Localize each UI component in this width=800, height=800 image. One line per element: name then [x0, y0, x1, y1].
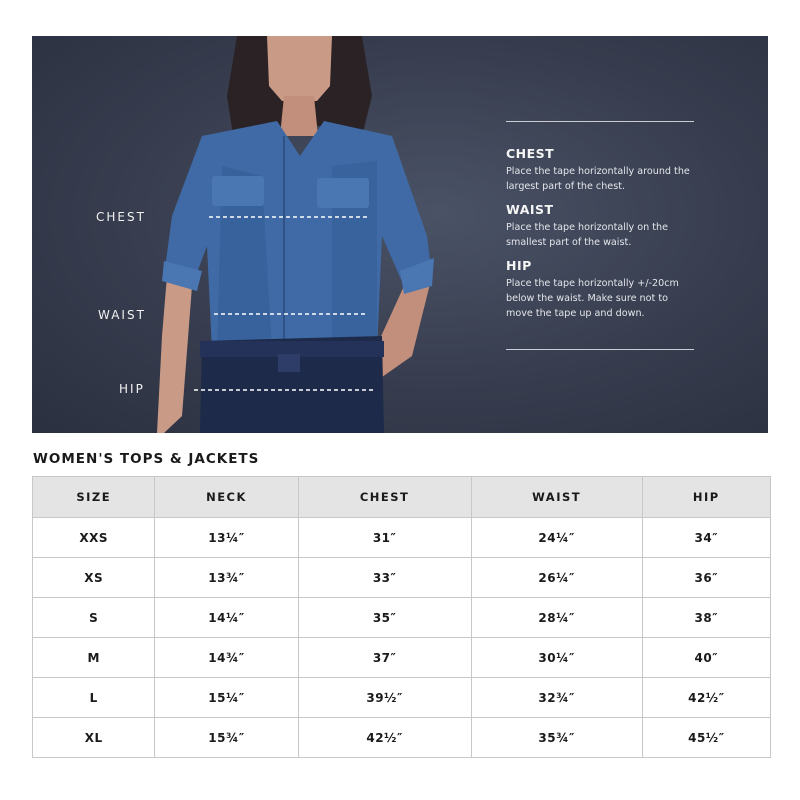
waist-instruction-text: Place the tape horizontally on the smallest part of the waist. [506, 222, 669, 248]
measurement-hero-image [32, 36, 768, 433]
table-row [33, 518, 771, 558]
cell-hip: 40″ [642, 638, 770, 678]
cell-size: XXS [33, 518, 155, 558]
chest-instruction-text: Place the tape horizontally around the largest part of the chest. [506, 166, 690, 192]
chest-instruction-heading: CHEST [506, 146, 555, 161]
table-row [33, 558, 771, 598]
hip-instruction [506, 258, 696, 321]
header-size: SIZE [33, 477, 155, 518]
info-bottom-divider [506, 349, 694, 350]
cell-hip: 42½″ [642, 678, 770, 718]
cell-waist: 32¾″ [471, 678, 642, 718]
cell-hip: 45½″ [642, 718, 770, 758]
header-chest: CHEST [298, 477, 471, 518]
cell-chest: 35″ [298, 598, 471, 638]
cell-hip: 38″ [642, 598, 770, 638]
cell-chest: 33″ [298, 558, 471, 598]
cell-chest: 37″ [298, 638, 471, 678]
table-header-row [33, 477, 771, 518]
cell-chest: 42½″ [298, 718, 471, 758]
table-row [33, 678, 771, 718]
cell-hip: 34″ [642, 518, 770, 558]
cell-neck: 14¼″ [155, 598, 298, 638]
cell-size: XS [33, 558, 155, 598]
size-chart-table [32, 476, 771, 758]
size-table-title: WOMEN'S TOPS & JACKETS [33, 451, 260, 467]
cell-size: L [33, 678, 155, 718]
cell-neck: 13¾″ [155, 558, 298, 598]
cell-size: XL [33, 718, 155, 758]
cell-waist: 24¼″ [471, 518, 642, 558]
cell-neck: 14¾″ [155, 638, 298, 678]
measuring-instructions [506, 146, 696, 329]
cell-size: S [33, 598, 155, 638]
header-neck: NECK [155, 477, 298, 518]
header-waist: WAIST [471, 477, 642, 518]
hip-instruction-text: Place the tape horizontally +/-20cm below the waist. Make sure not to move the tape up and down. [506, 278, 679, 319]
hip-label: HIP [119, 382, 145, 396]
info-top-divider [506, 121, 694, 122]
waist-instruction-heading: WAIST [506, 202, 554, 217]
cell-size: M [33, 638, 155, 678]
table-row [33, 718, 771, 758]
chest-label: CHEST [96, 210, 146, 224]
table-row [33, 638, 771, 678]
waist-instruction [506, 202, 696, 250]
cell-chest: 39½″ [298, 678, 471, 718]
cell-hip: 36″ [642, 558, 770, 598]
cell-waist: 28¼″ [471, 598, 642, 638]
cell-chest: 31″ [298, 518, 471, 558]
cell-waist: 26¼″ [471, 558, 642, 598]
header-hip: HIP [642, 477, 770, 518]
cell-waist: 35¾″ [471, 718, 642, 758]
table-row [33, 598, 771, 638]
cell-waist: 30¼″ [471, 638, 642, 678]
chest-instruction [506, 146, 696, 194]
cell-neck: 15¾″ [155, 718, 298, 758]
hip-instruction-heading: HIP [506, 258, 532, 273]
cell-neck: 13¼″ [155, 518, 298, 558]
cell-neck: 15¼″ [155, 678, 298, 718]
waist-label: WAIST [98, 308, 146, 322]
